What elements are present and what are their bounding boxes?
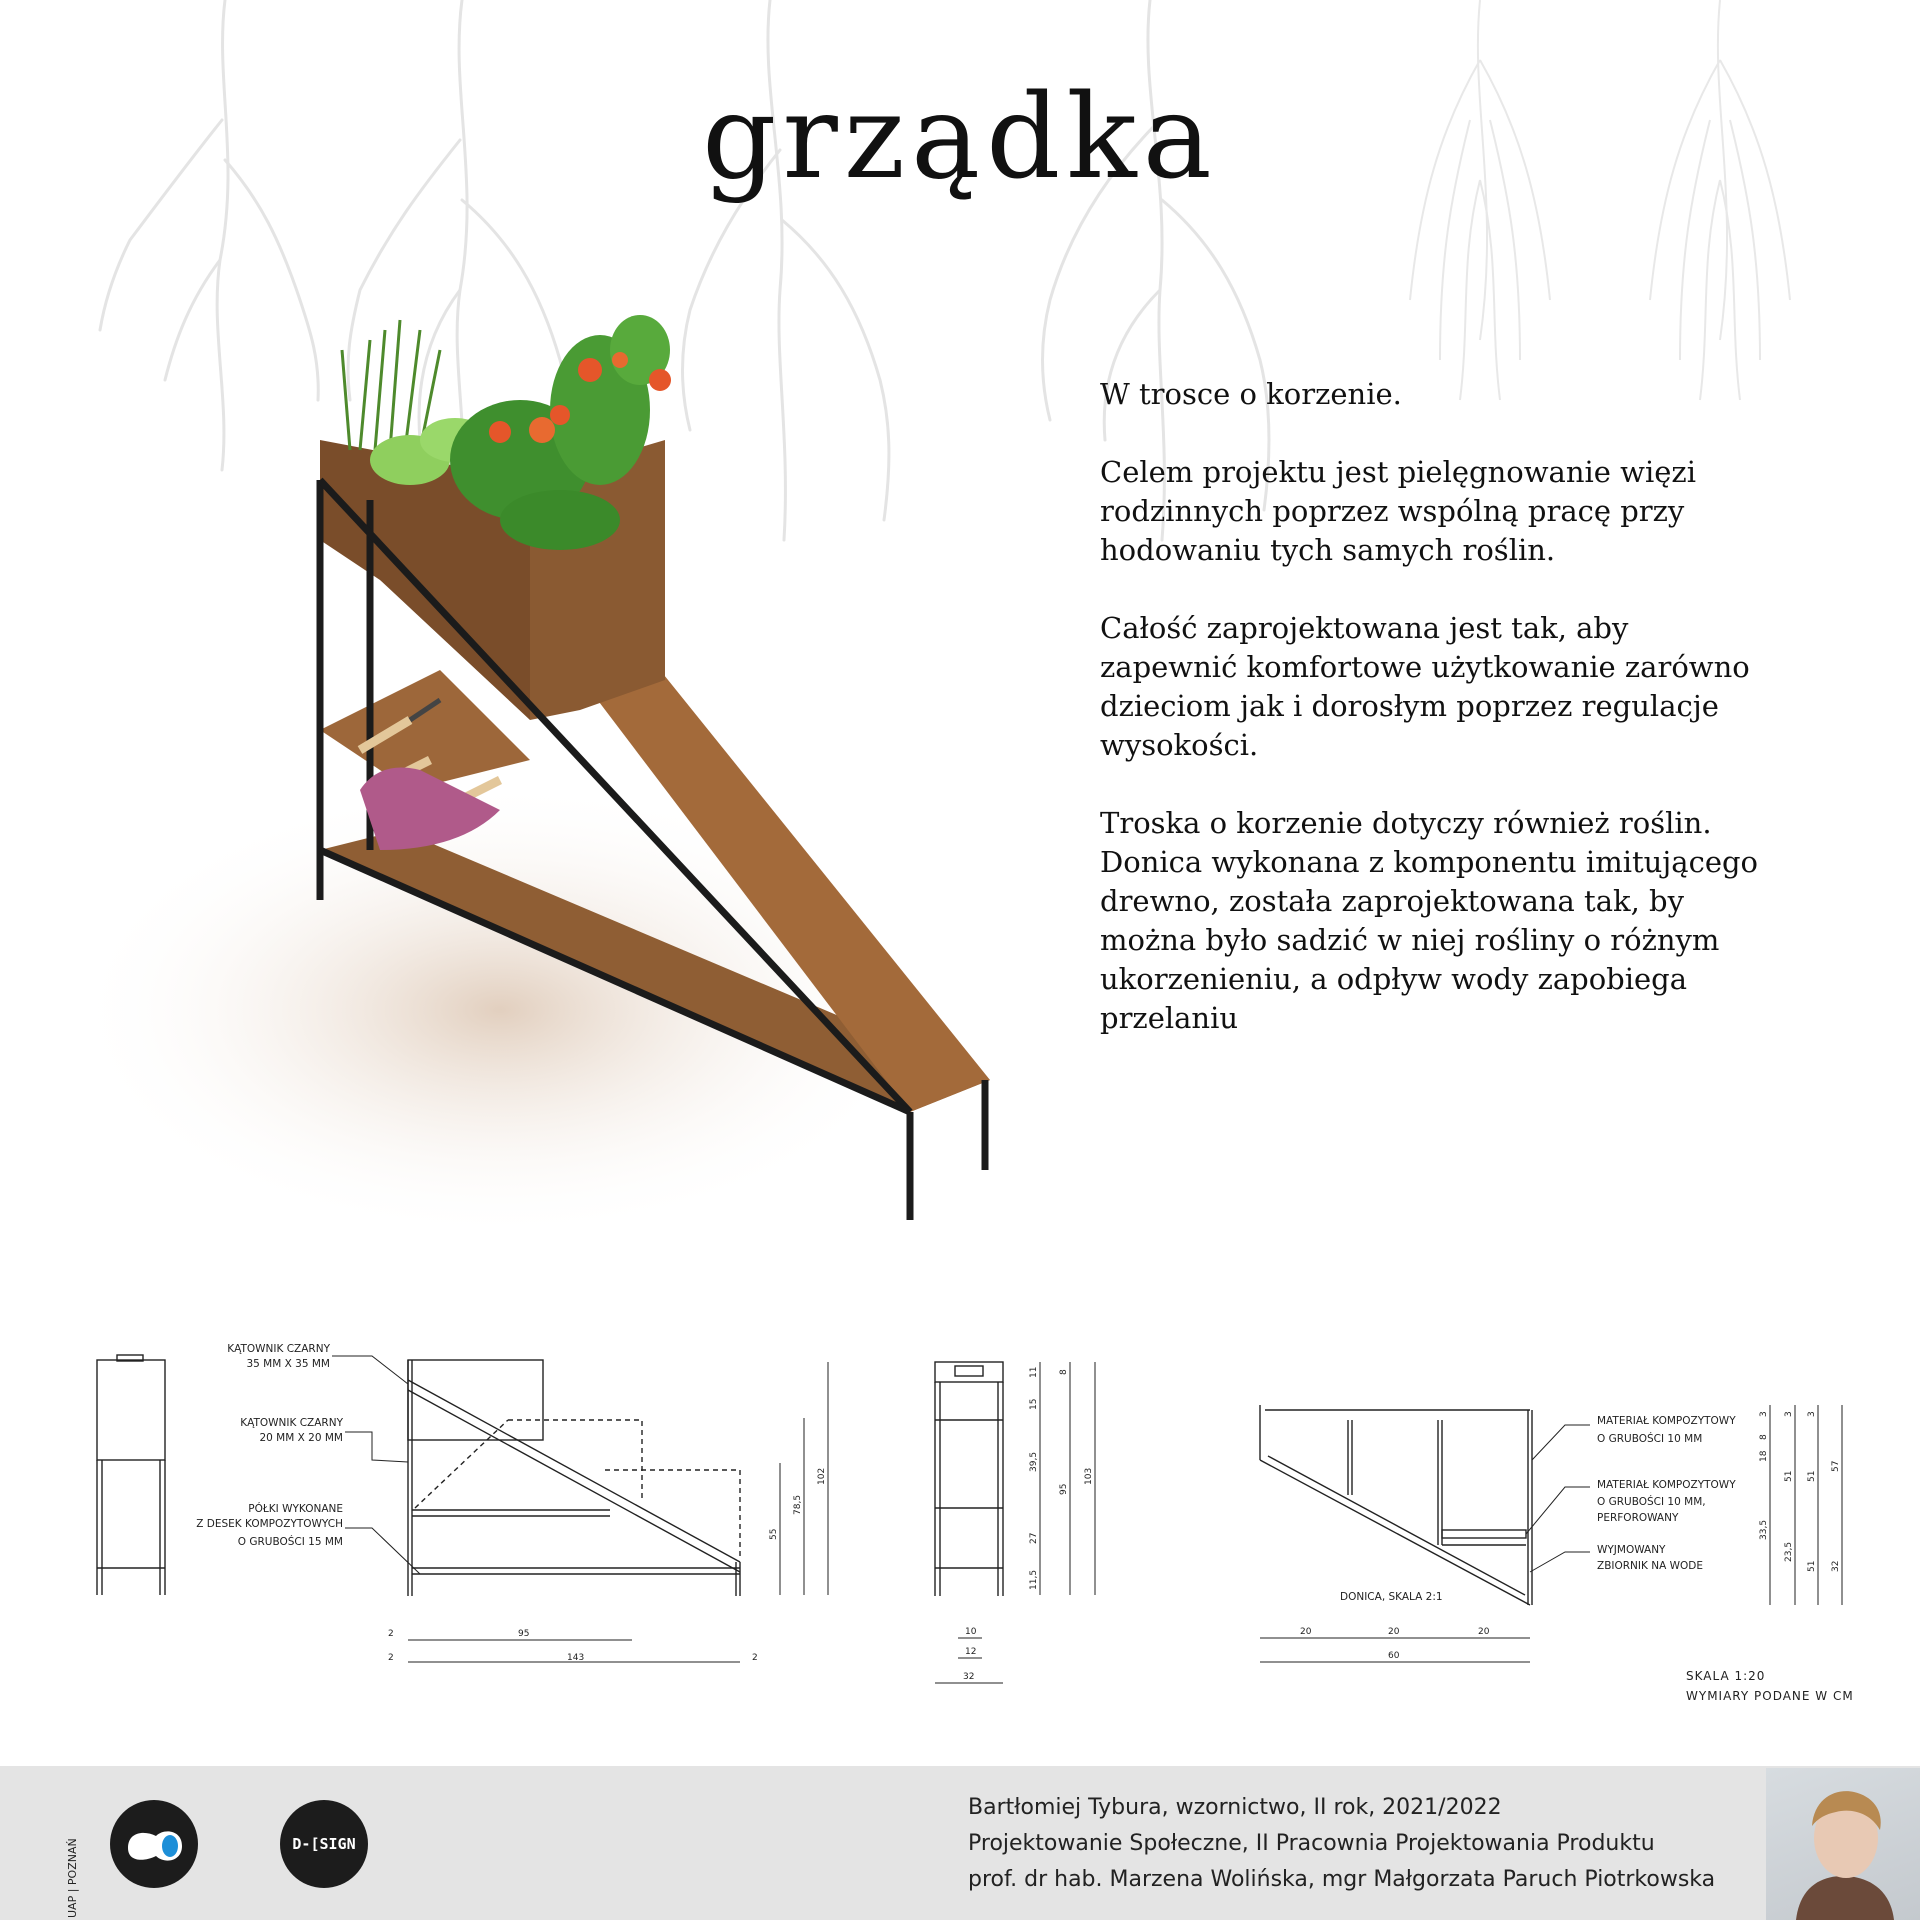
label-shelf-a: PÓŁKI WYKONANE	[248, 1503, 343, 1515]
dim-r51c: 51	[1807, 1560, 1817, 1572]
credits-line1: Bartłomiej Tybura, wzornictwo, II rok, 2021/2022	[968, 1795, 1502, 1820]
scale-line2: WYMIARY PODANE W CM	[1686, 1689, 1854, 1703]
label-donica: DONICA, SKALA 2:1	[1340, 1591, 1443, 1603]
dim-11-5: 11,5	[1029, 1569, 1039, 1590]
dim-2a: 2	[388, 1629, 394, 1639]
dim-143: 143	[567, 1653, 585, 1663]
label-mat1-a: MATERIAŁ KOMPOZYTOWY	[1597, 1415, 1736, 1427]
dim-55: 55	[769, 1528, 779, 1540]
description-p4: Troska o korzenie dotyczy również roślin. Donica wykonana z komponentu imitującego drewno, została zaprojektowana tak, by można było sadzić w niej rośliny o różnym ukorzenieniu, a odpływ wody zapobiega przelaniu	[1100, 806, 1759, 1035]
dim-r3a: 3	[1759, 1411, 1769, 1417]
description-p2: Celem projektu jest pielęgnowanie więzi rodzinnych poprzez wspólną pracę przy hodowaniu tych samych roślin.	[1100, 455, 1696, 567]
description	[1100, 375, 1760, 1077]
label-shelf-b: Z DESEK KOMPOZYTOWYCH	[196, 1518, 343, 1530]
dim-r32: 32	[1831, 1560, 1841, 1572]
label-angle2-b: 20 MM X 20 MM	[259, 1432, 343, 1444]
author-photo	[1766, 1768, 1920, 1920]
dim-20a: 20	[1300, 1627, 1312, 1637]
label-angle1-a: KĄTOWNIK CZARNY	[227, 1343, 330, 1355]
dim-r57: 57	[1831, 1460, 1841, 1472]
label-tank-a: WYJMOWANY	[1597, 1544, 1666, 1556]
planter-render	[80, 290, 1030, 1280]
page-title: grządka	[702, 70, 1218, 205]
credits-line3: prof. dr hab. Marzena Wolińska, mgr Małgorzata Paruch Piotrkowska	[968, 1867, 1716, 1892]
dim-8: 8	[1059, 1369, 1069, 1375]
dim-102: 102	[817, 1467, 827, 1485]
dim-95: 95	[518, 1629, 530, 1639]
technical-drawings	[0, 1320, 1920, 1720]
uap-logo-icon	[110, 1800, 198, 1888]
description-p3: Całość zaprojektowana jest tak, aby zapewnić komfortowe użytkowanie zarówno dzieciom jak i dorosłym poprzez regulacje wysokości.	[1100, 611, 1750, 762]
dim-r3c: 3	[1807, 1411, 1817, 1417]
label-mat2-c: PERFOROWANY	[1597, 1512, 1679, 1524]
uap-text: UAP | POZNAŃ	[66, 1838, 79, 1918]
design-logo: D-[SIGN	[280, 1800, 368, 1888]
dim-2c: 2	[752, 1653, 758, 1663]
dim-27: 27	[1029, 1532, 1039, 1544]
dim-95v: 95	[1059, 1483, 1069, 1495]
dim-2b: 2	[388, 1653, 394, 1663]
dim-60: 60	[1388, 1651, 1400, 1661]
label-mat2-b: O GRUBOŚCI 10 MM,	[1597, 1496, 1706, 1508]
uap-label	[62, 1800, 82, 1920]
label-mat1-b: O GRUBOŚCI 10 MM	[1597, 1433, 1703, 1445]
dim-78-5: 78,5	[793, 1494, 803, 1515]
dim-10: 10	[965, 1627, 977, 1637]
label-angle1-b: 35 MM X 35 MM	[246, 1358, 330, 1370]
label-shelf-c: O GRUBOŚCI 15 MM	[237, 1536, 343, 1548]
dim-103: 103	[1084, 1467, 1094, 1485]
dim-r51a: 51	[1784, 1470, 1794, 1482]
label-tank-b: ZBIORNIK NA WODE	[1597, 1560, 1703, 1572]
dim-r51b: 51	[1807, 1470, 1817, 1482]
dim-r3b: 3	[1784, 1411, 1794, 1417]
credits-line2: Projektowanie Społeczne, II Pracownia Projektowania Produktu	[968, 1831, 1655, 1856]
dim-39-5: 39,5	[1029, 1451, 1039, 1472]
dim-r18: 18	[1759, 1450, 1769, 1462]
dim-r33-5: 33,5	[1759, 1519, 1769, 1540]
label-mat2-a: MATERIAŁ KOMPOZYTOWY	[1597, 1479, 1736, 1491]
dim-12: 12	[965, 1647, 977, 1657]
dim-20b: 20	[1388, 1627, 1400, 1637]
dim-32: 32	[963, 1672, 975, 1682]
description-p1: W trosce o korzenie.	[1100, 377, 1402, 411]
dim-15: 15	[1029, 1398, 1039, 1410]
dim-r8: 8	[1759, 1434, 1769, 1440]
dim-11: 11	[1029, 1366, 1039, 1378]
dim-20c: 20	[1478, 1627, 1490, 1637]
scale-note	[1686, 1666, 1854, 1706]
credits	[968, 1790, 1715, 1898]
dim-r23-5: 23,5	[1784, 1541, 1794, 1562]
scale-line1: SKALA 1:20	[1686, 1669, 1766, 1683]
label-angle2-a: KĄTOWNIK CZARNY	[240, 1417, 343, 1429]
